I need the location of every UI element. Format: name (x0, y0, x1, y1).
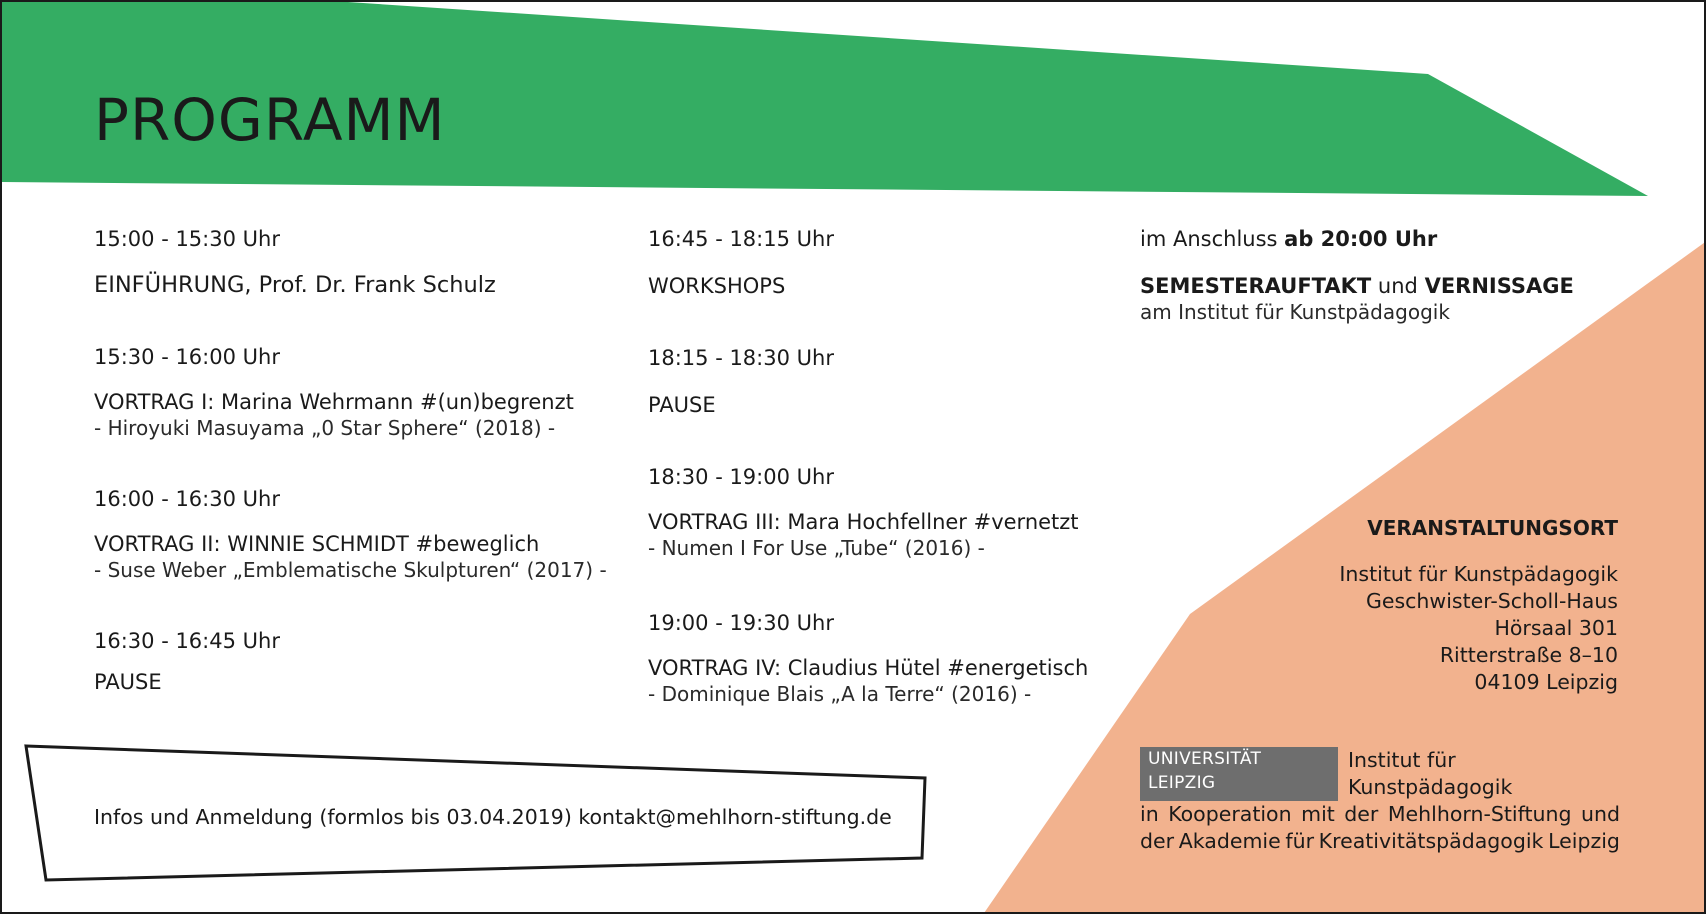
entry-time: 19:00 - 19:30 Uhr (648, 611, 834, 635)
entry-time: 15:30 - 16:00 Uhr (94, 345, 280, 369)
cooperation-block (1140, 747, 1620, 855)
entry-subtitle: - Hiroyuki Masuyama „0 Star Sphere“ (2018) - (94, 416, 556, 440)
entry-time: 16:30 - 16:45 Uhr (94, 629, 280, 653)
venue-address (1339, 561, 1618, 696)
closing-subtitle: am Institut für Kunstpädagogik (1140, 300, 1450, 324)
entry-time: 15:00 - 15:30 Uhr (94, 227, 280, 251)
cooperation-line (1140, 828, 1620, 855)
venue-line: Hörsaal 301 (1494, 616, 1618, 640)
entry-heading: PAUSE (648, 393, 716, 417)
university-logo-badge: UNIVERSITÄT LEIPZIG (1140, 747, 1338, 801)
cooperation-word: mit (1301, 802, 1335, 826)
closing-heading-part: SEMESTERAUFTAKT (1140, 274, 1372, 298)
cooperation-word: der (1140, 829, 1175, 853)
cooperation-line (1140, 801, 1620, 828)
venue-title: VERANSTALTUNGSORT (1367, 516, 1618, 540)
entry-time: 16:45 - 18:15 Uhr (648, 227, 834, 251)
closing-heading (1140, 273, 1640, 299)
venue-line: Institut für Kunstpädagogik (1339, 562, 1618, 586)
entry-heading: EINFÜHRUNG, Prof. Dr. Frank Schulz (94, 272, 496, 298)
closing-time (1140, 226, 1640, 252)
venue-line: Ritterstraße 8–10 (1439, 643, 1618, 667)
entry-time: 18:15 - 18:30 Uhr (648, 346, 834, 370)
entry-subtitle: - Numen I For Use „Tube“ (2016) - (648, 536, 985, 560)
cooperation-word: Leipzig (1548, 829, 1620, 853)
schedule-entry (94, 628, 654, 695)
schedule-entry (648, 345, 1208, 418)
entry-heading: VORTRAG IV: Claudius Hütel #energetisch (648, 656, 1089, 680)
entry-subtitle: - Suse Weber „Emblematische Skulpturen“ (2017) - (94, 558, 607, 582)
entry-heading: PAUSE (94, 670, 162, 694)
entry-heading: WORKSHOPS (648, 274, 786, 298)
cooperation-word: Kooperation (1168, 802, 1292, 826)
closing-event (1140, 226, 1640, 325)
cooperation-line (1140, 747, 1620, 801)
cooperation-word: Mehlhorn-Stiftung (1387, 802, 1572, 826)
cooperation-institute: Institut für Kunstpädagogik (1347, 748, 1513, 799)
cooperation-word: für (1285, 829, 1315, 853)
venue-line: Geschwister-Scholl-Haus (1365, 589, 1618, 613)
schedule-entry (94, 344, 654, 441)
schedule-entry (648, 610, 1208, 707)
entry-heading: VORTRAG III: Mara Hochfellner #vernetzt (648, 510, 1079, 534)
cooperation-word: der (1344, 802, 1379, 826)
registration-info: Infos und Anmeldung (formlos bis 03.04.2019) kontakt@mehlhorn-stiftung.de (94, 805, 892, 829)
entry-time: 16:00 - 16:30 Uhr (94, 487, 280, 511)
venue-line: 04109 Leipzig (1474, 670, 1618, 694)
venue-block (1339, 515, 1618, 696)
closing-time-prefix: im Anschluss (1140, 227, 1278, 251)
schedule-entry (648, 464, 1208, 561)
closing-heading-part: und (1377, 274, 1418, 298)
closing-heading-part: VERNISSAGE (1424, 274, 1574, 298)
page-title: PROGRAMM (94, 86, 446, 154)
schedule-entry (648, 226, 1208, 299)
entry-heading: VORTRAG II: WINNIE SCHMIDT #beweglich (94, 532, 540, 556)
entry-time: 18:30 - 19:00 Uhr (648, 465, 834, 489)
cooperation-word: Akademie (1178, 829, 1281, 853)
schedule-entry (94, 486, 654, 583)
cooperation-word: und (1580, 802, 1620, 826)
entry-heading: VORTRAG I: Marina Wehrmann #(un)begrenzt (94, 390, 574, 414)
entry-subtitle: - Dominique Blais „A la Terre“ (2016) - (648, 682, 1032, 706)
cooperation-word: in (1140, 802, 1159, 826)
cooperation-word: Kreativitätspädagogik (1318, 829, 1544, 853)
closing-time-value: ab 20:00 Uhr (1284, 227, 1438, 251)
schedule-entry (94, 226, 654, 298)
